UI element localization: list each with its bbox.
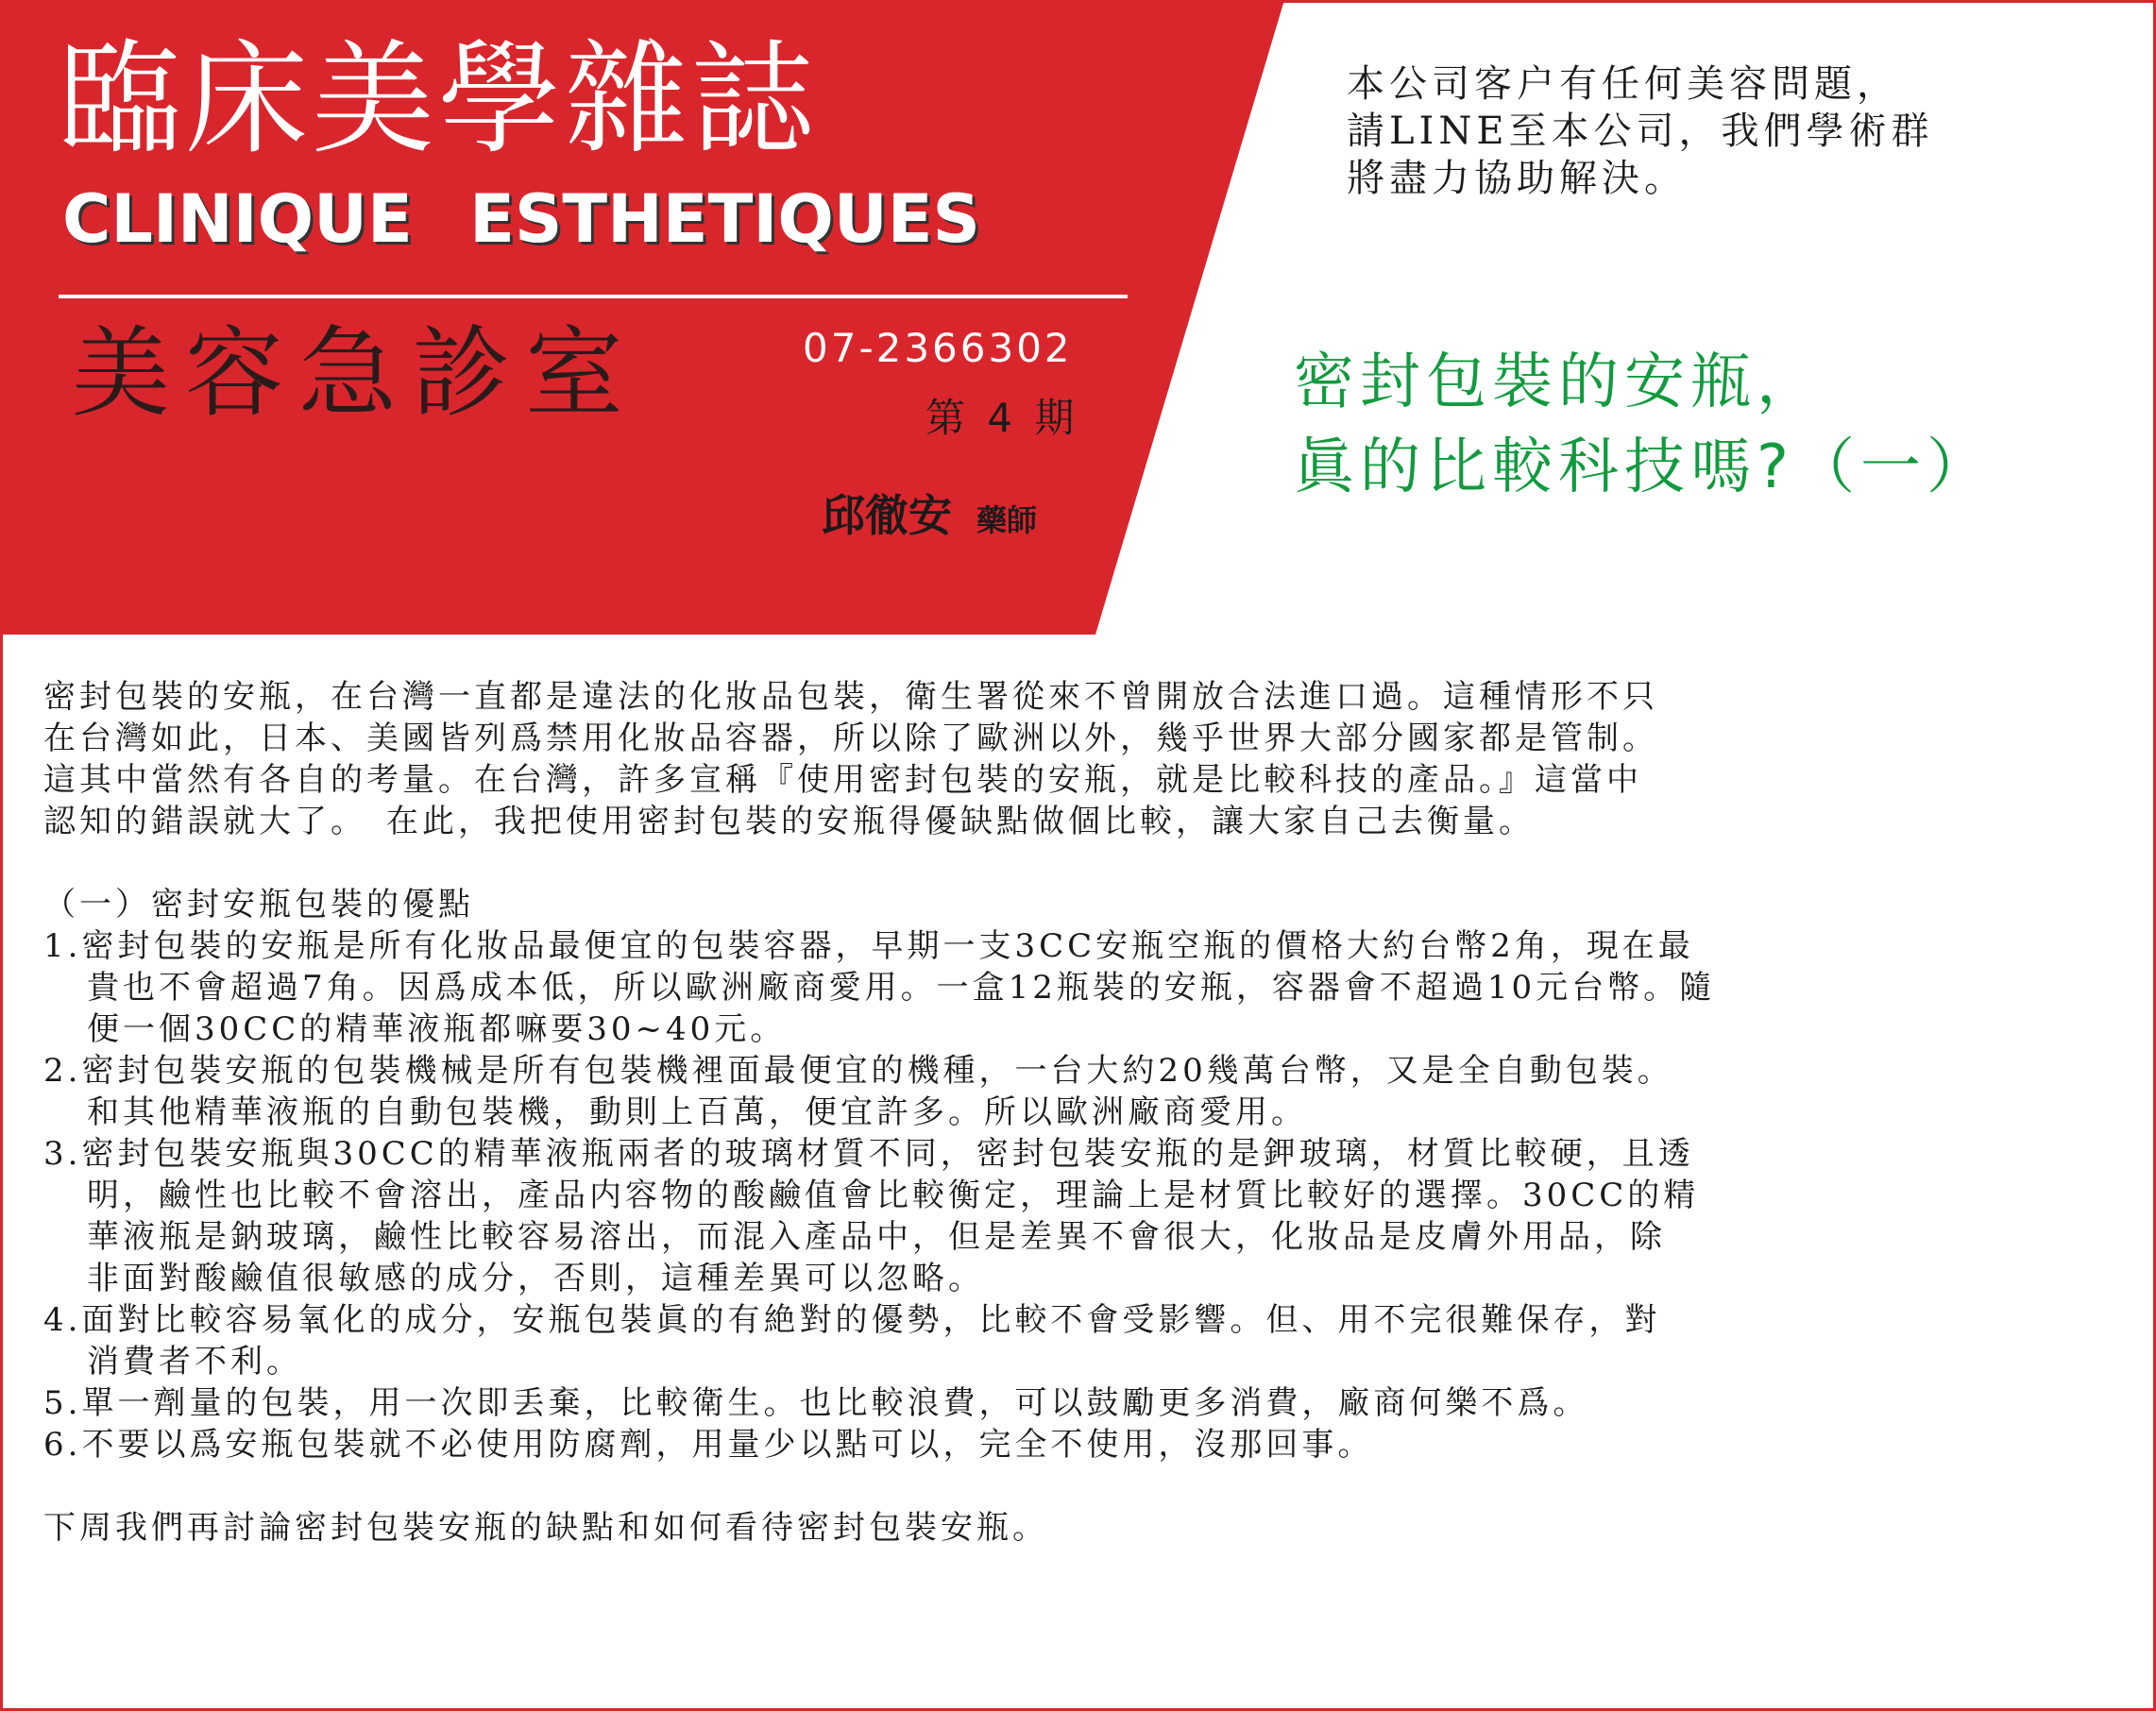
point-line: 非面對酸鹼值很敏感的成分，否則，這種差異可以忽略。 (87, 1260, 984, 1297)
author-name: 邱徹安 (822, 490, 952, 541)
section-heading: （一）密封安瓶包裝的優點 (43, 886, 474, 923)
point-line: 5.單一劑量的包裝，用一次即丢棄，比較衛生。也比較浪費，可以鼓勵更多消費，廠商何樂不爲。 (43, 1384, 1589, 1422)
article-title-line: 密封包裝的安瓶， (1294, 347, 1823, 417)
customer-notice (1347, 60, 2064, 202)
point-line: 6.不要以爲安瓶包裝就不必使用防腐劑，用量少以點可以，完全不使用，沒那回事。 (43, 1426, 1374, 1464)
magazine-title-fr: CLINIQUE ESTHETIQUES (62, 180, 980, 258)
section-title: 美容急診室 (72, 315, 639, 431)
point-line: 貴也不會超過7角。因爲成本低，所以歐洲廠商愛用。一盒12瓶裝的安瓶，容器會不超過10元台幣。隨 (87, 969, 1716, 1007)
point-line: 便一個30CC的精華液瓶都嘛要30~40元。 (87, 1010, 787, 1048)
closing-line: 下周我們再討論密封包裝安瓶的缺點和如何看待密封包裝安瓶。 (43, 1509, 1048, 1547)
point-line: 2.密封包裝安瓶的包裝機械是所有包裝機裡面最便宜的機種，一台大約20幾萬台幣，又是全自動包裝。 (43, 1052, 1673, 1090)
magazine-title-zh: 臨床美學雜誌 (59, 27, 819, 171)
point-line: 消費者不利。 (87, 1343, 302, 1381)
point-line: 1.密封包裝的安瓶是所有化妝品最便宜的包裝容器，早期一支3CC安瓶空瓶的價格大約台幣2角，現在最 (43, 927, 1694, 965)
intro-line: 在台灣如此，日本、美國皆列爲禁用化妝品容器，所以除了歐洲以外，幾乎世界大部分國家都是管制。 (43, 720, 1658, 757)
phone-number: 07-2366302 (803, 325, 1073, 371)
issue-number: 第 4 期 (925, 395, 1075, 441)
intro-line: 這其中當然有各自的考量。在台灣，許多宣稱『使用密封包裝的安瓶，就是比較科技的產品。』這當中 (43, 761, 1642, 799)
notice-line: 本公司客户有任何美容問題， (1347, 62, 1899, 106)
author-title: 藥師 (976, 502, 1038, 538)
point-line: 華液瓶是鈉玻璃，鹼性比較容易溶出，而混入產品中，但是差異不會很大，化妝品是皮膚外用品，除 (87, 1218, 1666, 1256)
point-line: 明，鹼性也比較不會溶出，產品内容物的酸鹼值會比較衡定，理論上是材質比較好的選擇。30CC的精 (87, 1177, 1700, 1214)
article-body (43, 676, 2121, 1549)
intro-line: 認知的錯誤就大了。 在此，我把使用密封包裝的安瓶得優缺點做個比較，讓大家自己去衡量。 (43, 803, 1535, 840)
intro-line: 密封包裝的安瓶，在台灣一直都是違法的化妝品包裝，衛生署從來不曾開放合法進口過。這種情形不只 (43, 678, 1658, 716)
author-byline (822, 489, 1037, 547)
notice-line: 請LINE至本公司，我們學術群 (1347, 110, 1934, 153)
article-title (1294, 340, 1993, 510)
point-line: 和其他精華液瓶的自動包裝機，動則上百萬，便宜許多。所以歐洲廠商愛用。 (87, 1093, 1307, 1131)
paragraph-gap (43, 842, 2121, 884)
header-divider (59, 295, 1128, 298)
notice-line: 將盡力協助解決。 (1347, 157, 1687, 200)
paragraph-gap (43, 1465, 2121, 1507)
point-line: 4.面對比較容易氧化的成分，安瓶包裝眞的有絶對的優勢，比較不會受影響。但、用不完很難保存，對 (43, 1301, 1661, 1339)
point-line: 3.密封包裝安瓶與30CC的精華液瓶兩者的玻璃材質不同，密封包裝安瓶的是鉀玻璃，材質比較硬，且透 (43, 1135, 1694, 1173)
article-title-line: 眞的比較科技嗎?（一） (1294, 432, 1993, 502)
